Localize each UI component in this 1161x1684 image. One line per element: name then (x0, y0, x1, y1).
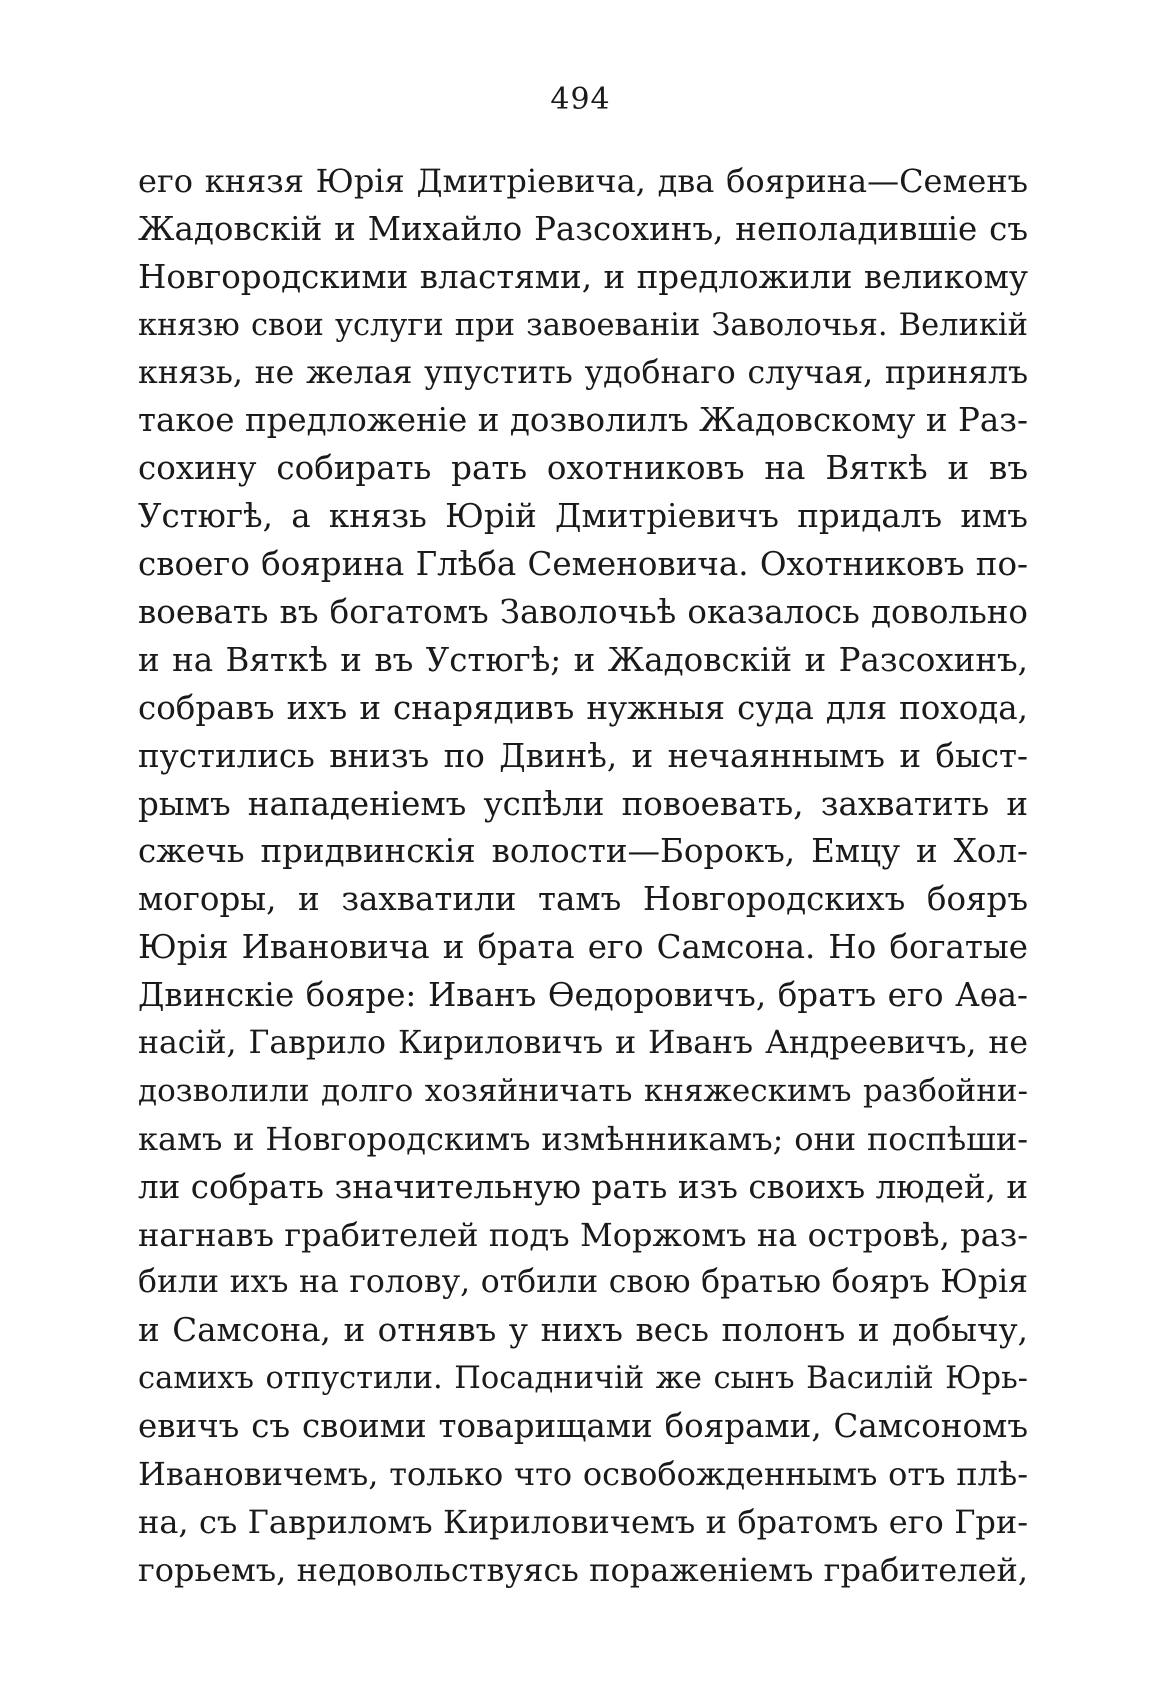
text-line: на, съ Гавриломъ Кириловичемъ и братомъ его Гри- (138, 1502, 1028, 1541)
text-line: Двинскіе бояре: Иванъ Ѳедоровичъ, братъ его Аѳа- (138, 976, 1028, 1015)
text-line: Жадовскій и Михайло Разсохинъ, неполадившіе съ (138, 209, 1028, 248)
text-line: пустились внизъ по Двинѣ, и нечаяннымъ и быст- (138, 736, 1028, 775)
text-line: Новгородскими властями, и предложили великому (138, 257, 1028, 296)
text-line: самихъ отпустили. Посадничій же сынъ Василій Юрь- (138, 1361, 1028, 1397)
text-line: сжечь придвинскія волости—Бороκъ, Емцу и Хол- (138, 832, 1028, 871)
text-line: и на Вяткѣ и въ Устюгѣ; и Жадовскій и Разсохинъ, (138, 640, 1028, 679)
text-line: ли собрать значительную рать изъ своихъ людей, и (138, 1167, 1028, 1206)
text-line: евичъ съ своими товарищами боярами, Самсономъ (138, 1407, 1028, 1446)
text-line: камъ и Новгородскимъ измѣнникамъ; они поспѣши- (138, 1119, 1028, 1158)
text-line: Устюгѣ, а князь Юрій Дмитріевичъ придалъ имъ (138, 497, 1028, 536)
text-line: били ихъ на голову, отбили свою братью бояръ Юрія (138, 1264, 1028, 1301)
text-line: собравъ ихъ и снарядивъ нужныя суда для похода, (138, 688, 1028, 727)
text-line: Юрія Ивановича и брата его Самсона. Но богатые (138, 928, 1028, 967)
text-line: горьемъ, недовольствуясь пораженіемъ грабителей, (138, 1550, 1028, 1589)
text-line: сохину собирать рать охотниковъ на Вяткѣ и въ (138, 449, 1028, 488)
text-line: могоры, и захватили тамъ Новгородскихъ бояръ (138, 880, 1028, 919)
text-line: нагнавъ грабителей подъ Моржомъ на островѣ, раз- (138, 1215, 1028, 1254)
text-line: князю свои услуги при завоеваніи Заволочья. Великій (138, 307, 1028, 343)
text-line: своего боярина Глѣба Семеновича. Охотниковъ по- (138, 545, 1028, 584)
text-line: рымъ нападеніемъ успѣли повоевать, захватить и (138, 784, 1028, 823)
text-line: воевать въ богатомъ Заволочьѣ оказалось довольно (138, 593, 1028, 632)
text-line: и Самсона, и отнявъ у нихъ весь полонъ и добычу, (138, 1311, 1028, 1350)
text-line: такое предложеніе и дозволилъ Жадовскому и Раз- (138, 401, 1028, 440)
text-line: дозволили долго хозяйничать княжескимъ разбойни- (138, 1072, 1028, 1109)
text-line: князь, не желая упустить удобнаго случая, принялъ (138, 354, 1028, 391)
text-line: насій, Гаврило Кириловичъ и Иванъ Андреевичъ, не (138, 1025, 1028, 1062)
text-line: Ивановичемъ, только что освобожденнымъ отъ плѣ- (138, 1455, 1028, 1494)
text-line: его князя Юрія Дмитріевича, два боярина—Семенъ (138, 162, 1028, 200)
body-text (138, 158, 1028, 1595)
page-number: 494 (550, 82, 611, 117)
